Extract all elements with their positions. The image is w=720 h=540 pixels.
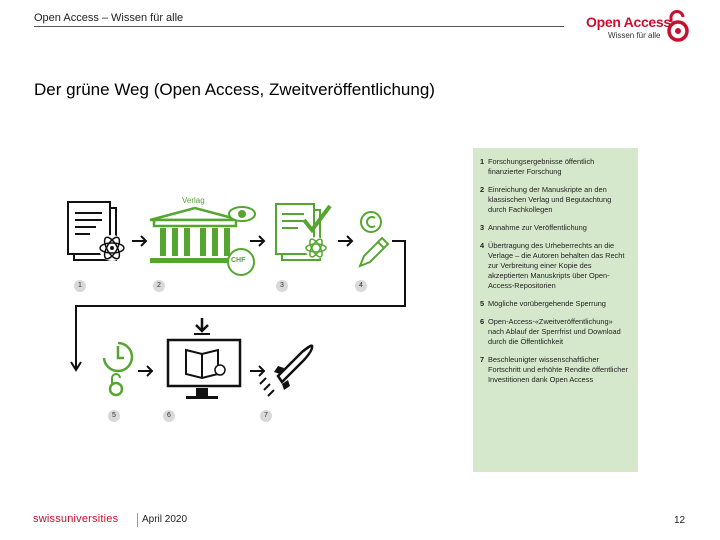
legend-text: Einreichung der Manuskripte an den klassischen Verlag und Begutachtung durch Fachkollegen: [488, 185, 612, 214]
embargo-clock-icon: [104, 343, 132, 371]
legend-item: [480, 299, 630, 309]
legend-text: Beschleunigter wissenschaftlicher Fortschritt und erhöhte Rendite öffentlicher Investitionen dank Open Access: [488, 355, 628, 384]
arrow-3-4: [338, 236, 352, 246]
legend-number: 7: [480, 355, 485, 364]
legend-text: Annahme zur Veröffentlichung: [488, 223, 587, 232]
copyright-icon: [361, 212, 381, 232]
legend-item: [480, 223, 630, 233]
step-number-1: 1: [74, 280, 86, 292]
legend-item: [480, 157, 630, 177]
legend-number: 6: [480, 317, 485, 326]
step-number-5: 5: [108, 410, 120, 422]
step-number-4: 4: [355, 280, 367, 292]
legend-item: [480, 355, 630, 385]
legend-number: 1: [480, 157, 485, 166]
pen-icon: [360, 238, 388, 266]
footer-date: April 2020: [142, 514, 188, 525]
legend-item: [480, 185, 630, 215]
legend-item: [480, 317, 630, 347]
step-number-2: 2: [153, 280, 165, 292]
legend-number: 5: [480, 299, 485, 308]
arrow-2-3: [250, 236, 264, 246]
legend-number: 3: [480, 223, 485, 232]
rocket-icon: [260, 346, 312, 396]
chf-label: CHF: [231, 257, 246, 264]
arrow-5-6: [138, 366, 152, 376]
footer-divider: [137, 513, 138, 527]
swissuniversities-logo: swissuniversities: [33, 513, 119, 525]
step-number-7: 7: [260, 410, 272, 422]
legend-text: Forschungsergebnisse öffentlich finanzierter Forschung: [488, 157, 595, 176]
lock-icon: [110, 374, 122, 395]
publisher-label: Verlag: [182, 196, 205, 205]
publisher-building-icon: [150, 208, 240, 263]
legend-item: [480, 241, 630, 291]
arrow-1-2: [132, 236, 146, 246]
review-eye-icon: [229, 207, 255, 221]
download-icon: [194, 318, 210, 334]
repository-computer-icon: [168, 340, 240, 399]
brand-name: Open Access: [586, 14, 671, 30]
page-title: Der grüne Weg (Open Access, Zweitveröffentlichung): [34, 80, 435, 99]
arrow-6-7: [250, 366, 264, 376]
legend-text: Übertragung des Urheberrechts an die Verlage – die Autoren behalten das Recht zur Verbreitung einer Kopie des akzeptierten Manuskripts über Open-Access-Repositorien: [488, 241, 625, 290]
brand-tagline: Wissen für alle: [608, 31, 661, 40]
legend-number: 2: [480, 185, 485, 194]
accepted-manuscript-icon: [276, 204, 330, 260]
atom-icon: [99, 235, 125, 261]
legend-text: Mögliche vorübergehende Sperrung: [488, 299, 606, 308]
legend-text: Open-Access-«Zweitveröffentlichung» nach Ablauf der Sperrfrist und Download durch die Öffentlichkeit: [488, 317, 621, 346]
step-number-6: 6: [163, 410, 175, 422]
step-legend: [473, 148, 638, 472]
header-title: Open Access – Wissen für alle: [34, 12, 184, 24]
page-number: 12: [674, 515, 686, 526]
step-number-3: 3: [276, 280, 288, 292]
legend-number: 4: [480, 241, 485, 250]
